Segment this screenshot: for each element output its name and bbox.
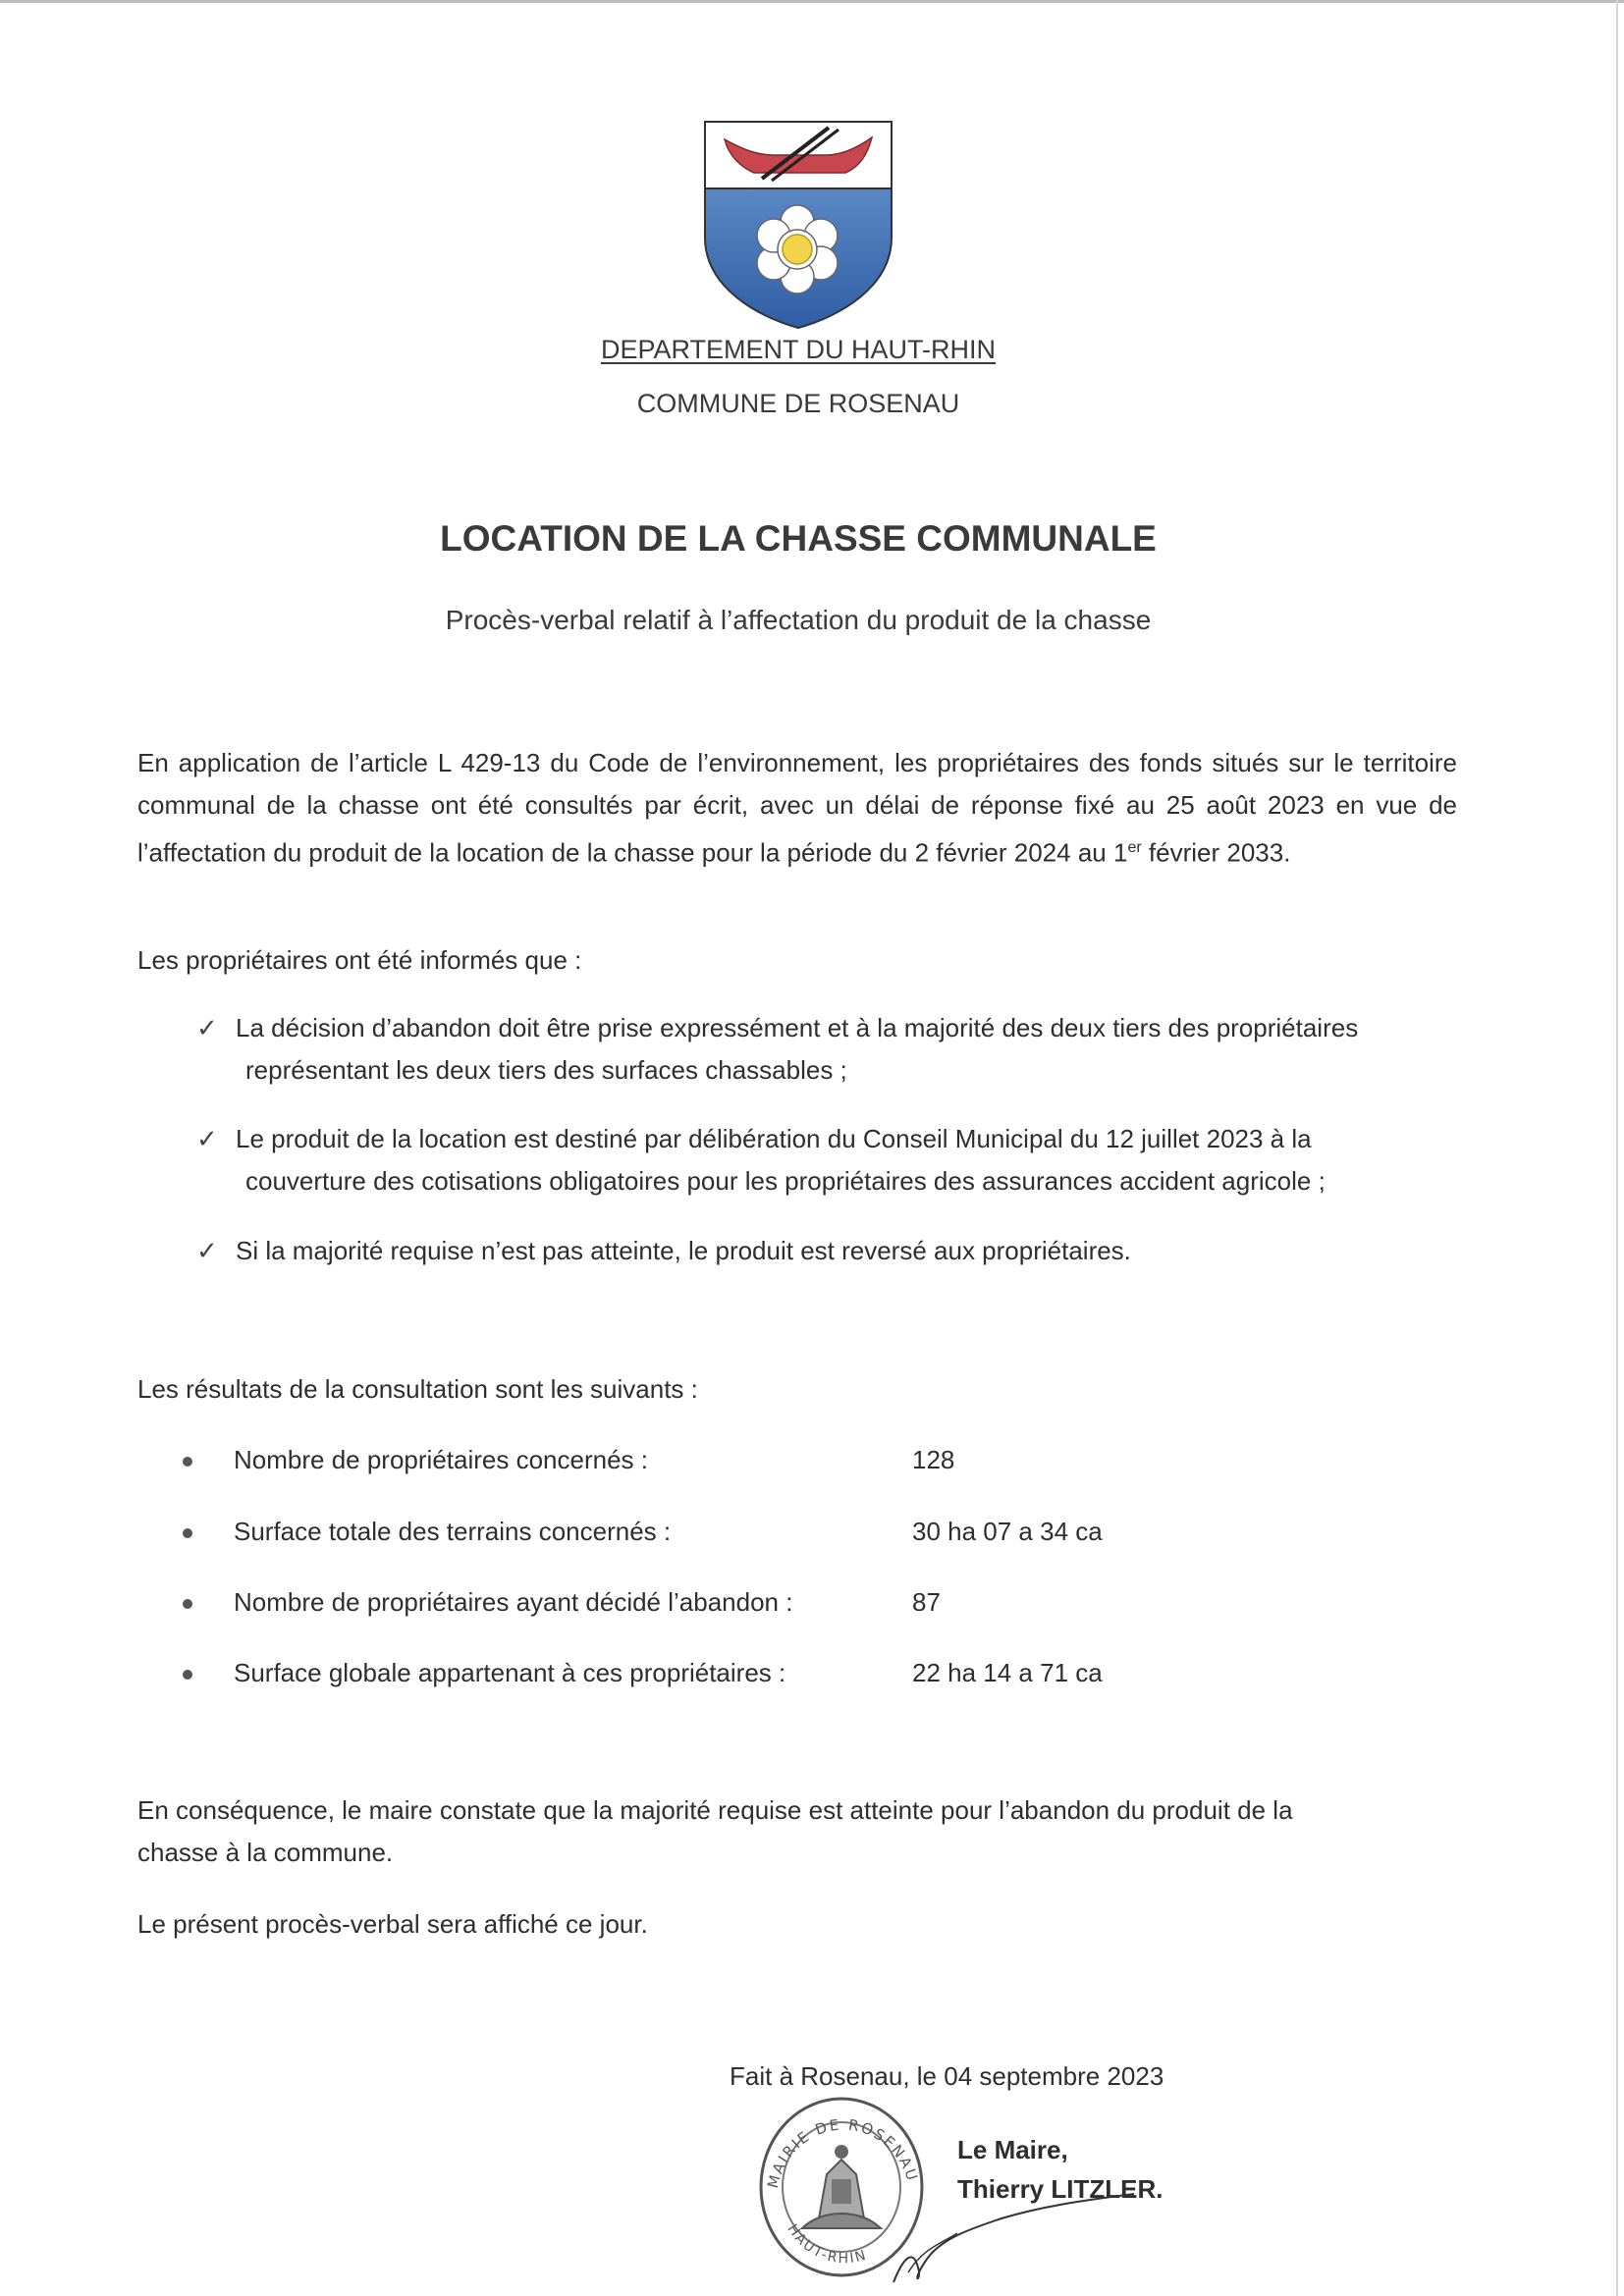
- mayor-role: Le Maire,: [957, 2135, 1068, 2164]
- result-row: [183, 1439, 1361, 1481]
- result-label: Surface globale appartenant à ces propriétaires :: [234, 1658, 786, 1687]
- intro-paragraph: [137, 742, 1457, 875]
- checkmark-icon: ✓: [196, 1236, 218, 1265]
- intro-text-end: février 2033.: [1141, 837, 1291, 868]
- check-item-line2: représentant les deux tiers des surfaces chassables ;: [245, 1055, 847, 1085]
- check-item-line1: Si la majorité requise n’est pas atteinte, le produit est reversé aux propriétaires.: [236, 1236, 1131, 1265]
- consequence-paragraph: [137, 1789, 1457, 1874]
- check-item-line1: La décision d’abandon doit être prise expressément et à la majorité des deux tiers des propriétaires: [236, 1013, 1359, 1042]
- check-item-line2: couverture des cotisations obligatoires pour les propriétaires des assurances accident agricole ;: [245, 1166, 1326, 1196]
- document-subtitle: Procès-verbal relatif à l’affectation du produit de la chasse: [445, 605, 1152, 635]
- affiche-paragraph: Le présent procès-verbal sera affiché ce jour.: [137, 1909, 648, 1939]
- place-date-line: Fait à Rosenau, le 04 septembre 2023: [730, 2061, 1164, 2091]
- intro-text: En application de l’article L 429-13 du Code de l’environnement, les propriétaires des fonds situés sur le territoire communal de la chasse ont été consultés par écrit, avec un délai de réponse fixé au 25 août 2023 en vue de l’affectation du produit de la location de la chasse pour la période du 2 février 2024 au 1: [137, 748, 1457, 868]
- mayor-name: Thierry LITZLER.: [957, 2174, 1164, 2204]
- check-list-item: [196, 1007, 1457, 1092]
- consequence-line1: En conséquence, le maire constate que la majorité requise est atteinte pour l’abandon du produit de la: [137, 1795, 1293, 1825]
- result-row: [183, 1652, 1361, 1694]
- result-value: 22 ha 14 a 71 ca: [912, 1658, 1103, 1687]
- department-heading: DEPARTEMENT DU HAUT-RHIN: [600, 335, 997, 364]
- result-value: 87: [912, 1587, 941, 1617]
- result-value: 30 ha 07 a 34 ca: [912, 1517, 1103, 1546]
- bullet-icon: [183, 1670, 192, 1680]
- informes-paragraph: Les propriétaires ont été informés que :: [137, 945, 582, 975]
- stamp-text-bottom: HAUT-RHIN: [784, 2221, 870, 2268]
- result-row: [183, 1581, 1361, 1624]
- result-label: Nombre de propriétaires concernés :: [234, 1445, 648, 1474]
- bullet-icon: [183, 1599, 192, 1609]
- bullet-icon: [183, 1528, 192, 1538]
- check-list-item: [196, 1118, 1457, 1202]
- result-value: 128: [912, 1445, 955, 1474]
- coat-of-arms-icon: [703, 120, 893, 330]
- consequence-line2: chasse à la commune.: [137, 1838, 394, 1867]
- result-label: Nombre de propriétaires ayant décidé l’abandon :: [234, 1587, 793, 1617]
- check-list-item: [196, 1230, 1457, 1272]
- result-label: Surface totale des terrains concernés :: [234, 1517, 672, 1546]
- results-intro: Les résultats de la consultation sont les suivants :: [137, 1374, 698, 1404]
- handwritten-signature-icon: [884, 2189, 1139, 2287]
- checkmark-icon: ✓: [196, 1124, 218, 1153]
- stamp-text-top: MAIRIE DE ROSENAU: [764, 2115, 922, 2190]
- result-row: [183, 1511, 1361, 1553]
- page-edge: [1616, 0, 1618, 2296]
- check-item-line1: Le produit de la location est destiné par délibération du Conseil Municipal du 12 juillet 2023 à la: [236, 1124, 1312, 1153]
- page-edge: [0, 0, 1624, 3]
- bullet-icon: [183, 1457, 192, 1467]
- commune-heading: COMMUNE DE ROSENAU: [636, 389, 960, 418]
- checkmark-icon: ✓: [196, 1013, 218, 1042]
- document-title: LOCATION DE LA CHASSE COMMUNALE: [440, 518, 1157, 559]
- intro-superscript: er: [1127, 839, 1142, 856]
